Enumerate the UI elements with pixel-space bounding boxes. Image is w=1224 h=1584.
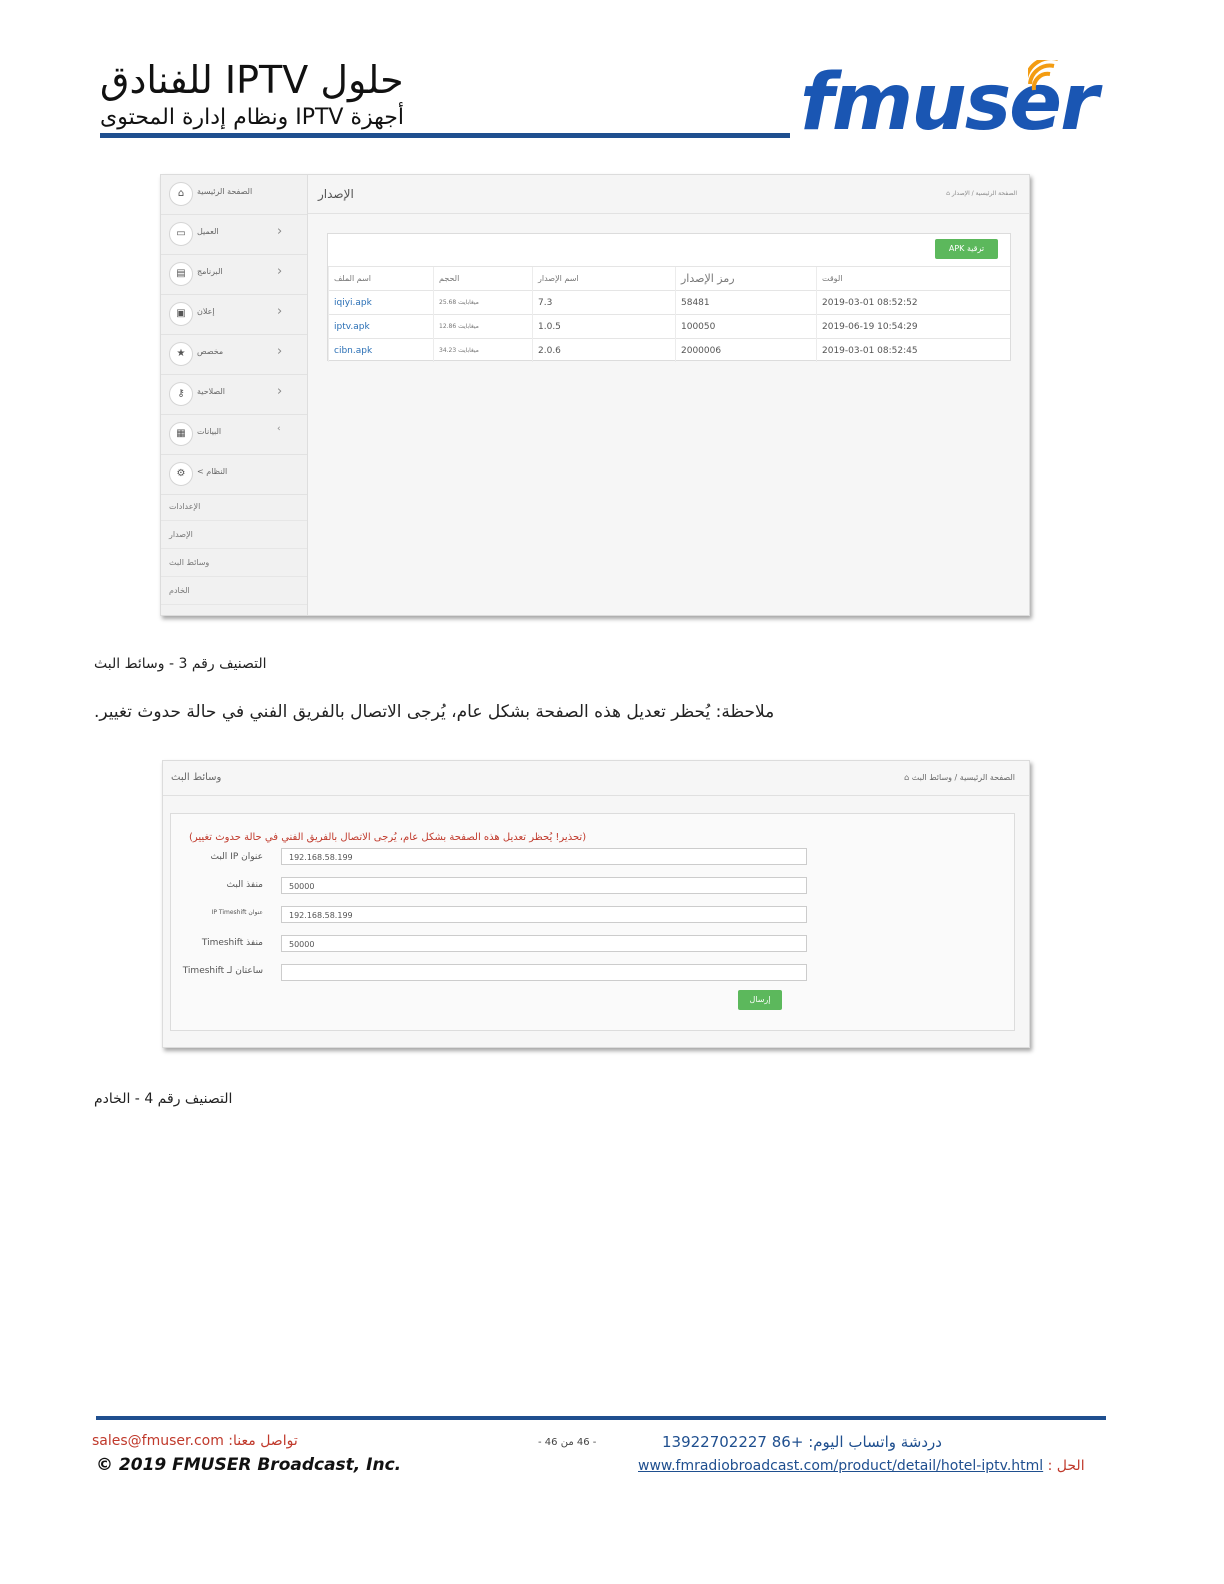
- table-cell: 2019-03-01 08:52:45: [817, 339, 1011, 363]
- file-name-link[interactable]: iqiyi.apk: [329, 291, 434, 315]
- sidebar-item-ads[interactable]: [161, 295, 307, 335]
- table-row: [329, 315, 1011, 339]
- chevron-left-icon: ‹: [277, 424, 281, 434]
- star-icon: ★: [169, 342, 193, 366]
- table-row: [329, 291, 1011, 315]
- figure-caption-3: التصنيف رقم 3 - وسائط البث: [94, 656, 267, 672]
- header-divider: [100, 133, 790, 138]
- home-icon: ⌂: [946, 190, 950, 197]
- field-label: منفذ البث: [226, 880, 263, 890]
- sidebar-item-label: البيانات: [197, 427, 222, 436]
- version-panel: [327, 233, 1011, 361]
- note-text: ملاحظة: يُحظر تعديل هذه الصفحة بشكل عام، يُرجى الاتصال بالفريق الفني في حالة حدوث تغيير.: [94, 702, 775, 722]
- file-name-link[interactable]: iptv.apk: [329, 315, 434, 339]
- contact-email[interactable]: تواصل معنا: sales@fmuser.com: [92, 1433, 298, 1449]
- top-bar: [308, 175, 1029, 214]
- table-cell: 2019-03-01 08:52:52: [817, 291, 1011, 315]
- sidebar-item-label: العميل: [197, 227, 219, 236]
- file-name-link[interactable]: cibn.apk: [329, 339, 434, 363]
- table-cell: 1.0.5: [533, 315, 676, 339]
- title-divider: [163, 795, 1029, 796]
- sidebar-item-program[interactable]: [161, 255, 307, 295]
- film-icon: ▤: [169, 262, 193, 286]
- sidebar-item-home[interactable]: [161, 175, 307, 215]
- sidebar-item-client[interactable]: [161, 215, 307, 255]
- sidebar-item-label: إعلان: [197, 307, 215, 316]
- table-cell: 25.68 ميغابايت: [434, 291, 533, 315]
- sidebar-item-data[interactable]: [161, 415, 307, 455]
- sidebar-item-label: النظام >: [197, 467, 228, 476]
- chevron-right-icon: ›: [277, 304, 283, 319]
- document-title: حلول IPTV للفنادق: [100, 58, 404, 102]
- home-icon: ⌂: [904, 773, 910, 782]
- streaming-media-screenshot: [162, 760, 1030, 1048]
- version-table: [328, 266, 1010, 362]
- page-title: وسائط البث: [171, 772, 222, 783]
- chevron-right-icon: ›: [277, 384, 283, 399]
- timeshift-hours-input[interactable]: [281, 964, 807, 981]
- chart-icon: ▦: [169, 422, 193, 446]
- table-cell: 58481: [676, 291, 817, 315]
- field-label: ساعتان لـ Timeshift: [182, 966, 263, 976]
- sidebar-item-label: مخصص: [197, 347, 224, 356]
- table-header-row: [329, 267, 1011, 291]
- solution-link[interactable]: www.fmradiobroadcast.com/product/detail/hotel-iptv.html: [638, 1458, 1044, 1474]
- table-row: [329, 339, 1011, 363]
- page-title: الإصدار: [318, 187, 354, 201]
- sidebar-item-custom[interactable]: [161, 335, 307, 375]
- gear-icon: ⚙: [169, 462, 193, 486]
- home-icon: ⌂: [169, 182, 193, 206]
- copyright: © 2019 FMUSER Broadcast, Inc.: [96, 1455, 402, 1475]
- table-cell: 2.0.6: [533, 339, 676, 363]
- sidebar-item-label: البرنامج: [197, 267, 223, 276]
- submenu-item-version[interactable]: الإصدار: [161, 521, 307, 549]
- timeshift-ip-input[interactable]: 192.168.58.199: [281, 906, 807, 923]
- table-cell: 34.23 ميغابايت: [434, 339, 533, 363]
- monitor-icon: ▭: [169, 222, 193, 246]
- chevron-right-icon: ›: [277, 344, 283, 359]
- page-number: - 46 من 46 -: [538, 1437, 597, 1448]
- broadcast-waves-icon: [1028, 60, 1074, 94]
- footer-divider: [96, 1416, 1106, 1420]
- column-header: رمز الإصدار: [676, 267, 817, 291]
- sidebar-item-label: الصفحة الرئيسية: [197, 187, 253, 196]
- chevron-right-icon: ›: [277, 224, 283, 239]
- field-label: عنوان IP Timeshift: [211, 909, 263, 916]
- image-icon: ▣: [169, 302, 193, 326]
- column-header: الوقت: [817, 267, 1011, 291]
- sidebar-item-label: الصلاحية: [197, 387, 226, 396]
- breadcrumb: الصفحة الرئيسية / وسائط البث ⌂: [904, 773, 1015, 782]
- submenu-item-server[interactable]: الخادم: [161, 577, 307, 605]
- key-icon: ⚷: [169, 382, 193, 406]
- table-cell: 2019-06-19 10:54:29: [817, 315, 1011, 339]
- sidebar-item-permission[interactable]: [161, 375, 307, 415]
- version-page-screenshot: [160, 174, 1030, 616]
- figure-caption-4: التصنيف رقم 4 - الخادم: [94, 1091, 233, 1107]
- sidebar: [161, 175, 308, 615]
- timeshift-port-input[interactable]: 50000: [281, 935, 807, 952]
- column-header: اسم الملف: [329, 267, 434, 291]
- breadcrumb: الصفحة الرئيسية / الإصدار ⌂: [946, 190, 1017, 197]
- logo-wordmark: fmuser: [800, 58, 1097, 148]
- stream-ip-input[interactable]: 192.168.58.199: [281, 848, 807, 865]
- solution-line: [638, 1458, 1085, 1474]
- field-label: منفذ Timeshift: [201, 938, 263, 948]
- streaming-form: [170, 813, 1015, 1031]
- upgrade-apk-button[interactable]: ترقية APK: [935, 239, 998, 259]
- warning-text: (تحذير! يُحظر تعديل هذه الصفحة بشكل عام، يُرجى الاتصال بالفريق الفني في حالة حدوث تغيير): [189, 832, 587, 843]
- solution-label: الحل :: [1047, 1458, 1085, 1474]
- sidebar-item-system[interactable]: [161, 455, 307, 495]
- submenu-item-streaming-media[interactable]: وسائط البث: [161, 549, 307, 577]
- field-label: عنوان IP البث: [210, 852, 263, 862]
- fmuser-logo: [800, 58, 1100, 148]
- table-cell: 12.86 ميغابايت: [434, 315, 533, 339]
- submenu-item-settings[interactable]: الإعدادات: [161, 493, 307, 521]
- table-cell: 7.3: [533, 291, 676, 315]
- table-cell: 100050: [676, 315, 817, 339]
- column-header: الحجم: [434, 267, 533, 291]
- submit-button[interactable]: إرسال: [738, 990, 782, 1010]
- column-header: اسم الإصدار: [533, 267, 676, 291]
- chevron-right-icon: ›: [277, 264, 283, 279]
- whatsapp-contact: دردشة واتساب اليوم: +86 13922702227: [662, 1433, 942, 1451]
- document-subtitle: أجهزة IPTV ونظام إدارة المحتوى: [100, 105, 404, 130]
- table-cell: 2000006: [676, 339, 817, 363]
- stream-port-input[interactable]: 50000: [281, 877, 807, 894]
